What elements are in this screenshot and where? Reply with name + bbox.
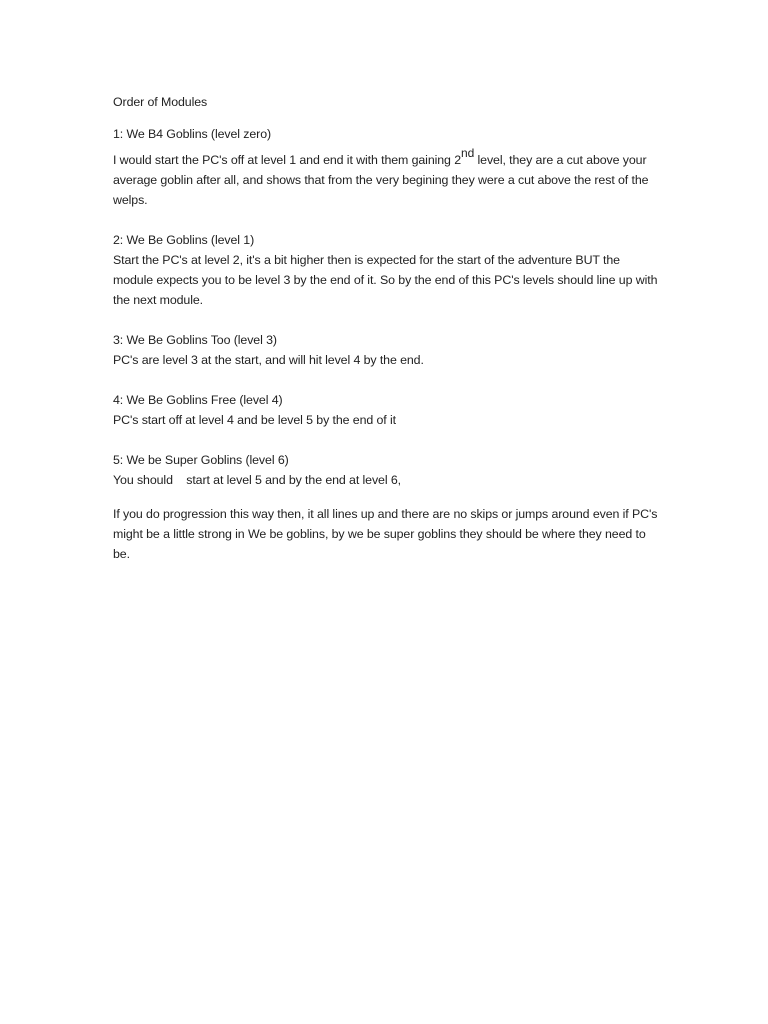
module-4-description: PC's start off at level 4 and be level 5 by the end of it (113, 413, 396, 427)
module-5-section (113, 450, 658, 490)
module-1-heading: 1: We B4 Goblins (level zero) (113, 127, 272, 141)
module-2-description: Start the PC's at level 2, it's a bit higher then is expected for the start of the adventure BUT the module expects you to be level 3 by the end of it. So by the end of this PC's levels should line up with the next module. (113, 253, 658, 307)
module-5-description: You should start at level 5 and by the end at level 6, (113, 473, 401, 487)
document-title: Order of Modules (113, 95, 208, 109)
module-1-description (113, 145, 658, 210)
module-3-section (113, 330, 658, 370)
module-3-heading: 3: We Be Goblins Too (level 3) (113, 333, 277, 347)
module-1-description-text: I would start the PC's off at level 1 and end it with them gaining 2 (113, 153, 461, 167)
module-1-description-text-cont: level, they are a cut above your average goblin after all, and shows that from the very begining they were a cut above the rest of the welps. (113, 153, 649, 207)
module-2-heading: 2: We Be Goblins (level 1) (113, 233, 255, 247)
module-4-heading: 4: We Be Goblins Free (level 4) (113, 393, 283, 407)
closing-paragraph: If you do progression this way then, it all lines up and there are no skips or jumps around even if PC's might be a little strong in We be goblins, by we be super goblins they should be where they need to be. (113, 507, 658, 561)
module-2-section (113, 230, 658, 310)
ordinal-suffix: nd (461, 145, 475, 160)
document-body (113, 92, 658, 564)
module-5-heading: 5: We be Super Goblins (level 6) (113, 453, 289, 467)
module-3-description: PC's are level 3 at the start, and will hit level 4 by the end. (113, 353, 424, 367)
module-4-section (113, 390, 658, 430)
